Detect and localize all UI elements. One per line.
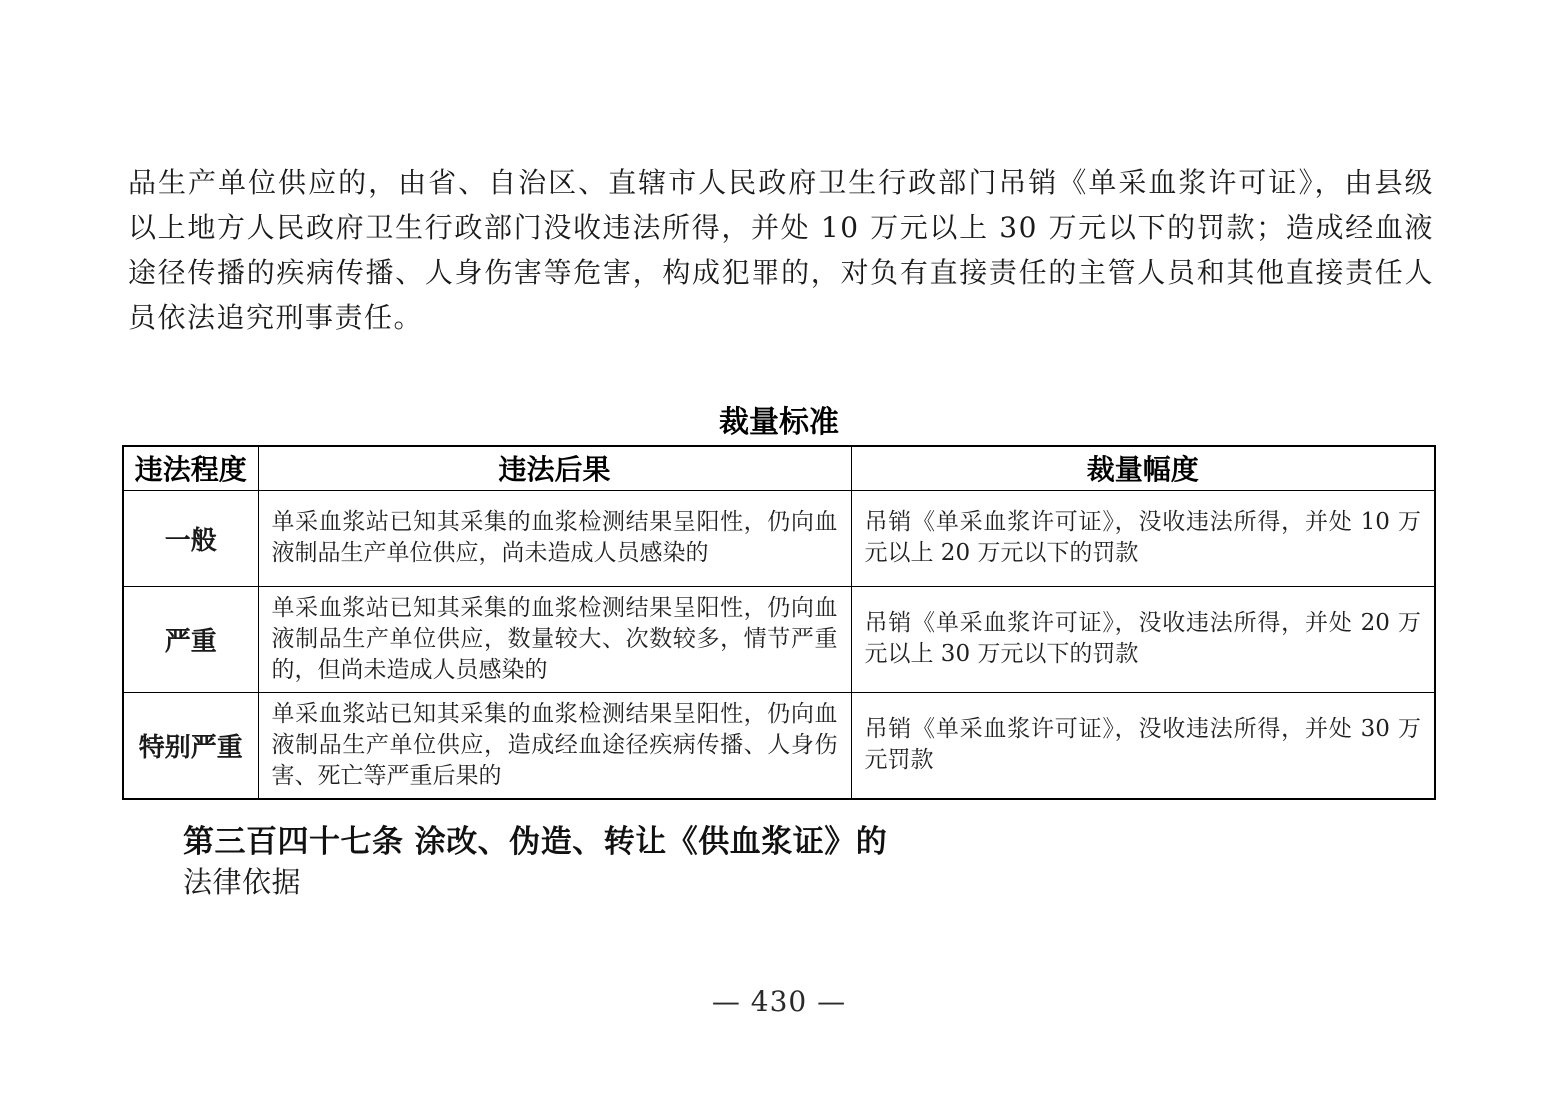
cell-consequence: 单采血浆站已知其采集的血浆检测结果呈阳性，仍向血液制品生产单位供应，尚未造成人员感染的 (258, 490, 851, 586)
table-row (123, 586, 1435, 692)
cell-consequence: 单采血浆站已知其采集的血浆检测结果呈阳性，仍向血液制品生产单位供应，造成经血途径疾病传播、人身伤害、死亡等严重后果的 (258, 692, 851, 799)
column-header-degree: 违法程度 (123, 446, 258, 490)
column-header-range: 裁量幅度 (851, 446, 1435, 490)
table-header-row (123, 446, 1435, 490)
cell-range: 吊销《单采血浆许可证》，没收违法所得，并处 20 万元以上 30 万元以下的罚款 (851, 586, 1435, 692)
cell-degree: 一般 (123, 490, 258, 586)
cell-degree: 严重 (123, 586, 258, 692)
cell-range: 吊销《单采血浆许可证》，没收违法所得，并处 30 万元罚款 (851, 692, 1435, 799)
discretion-table (122, 445, 1436, 800)
page-number: — 430 — (711, 985, 847, 1018)
column-header-consequence: 违法后果 (258, 446, 851, 490)
section-heading: 第三百四十七条 涂改、伪造、转让《供血浆证》的 (183, 824, 888, 860)
cell-range: 吊销《单采血浆许可证》，没收违法所得，并处 10 万元以上 20 万元以下的罚款 (851, 490, 1435, 586)
section-subheading: 法律依据 (183, 865, 302, 899)
cell-consequence: 单采血浆站已知其采集的血浆检测结果呈阳性，仍向血液制品生产单位供应，数量较大、次数较多，情节严重的，但尚未造成人员感染的 (258, 586, 851, 692)
table-title: 裁量标准 (719, 405, 839, 440)
body-paragraph: 品生产单位供应的，由省、自治区、直辖市人民政府卫生行政部门吊销《单采血浆许可证》，由县级以上地方人民政府卫生行政部门没收违法所得，并处 10 万元以上 30 万元以下的罚款；造成经血液途径传播的疾病传播、人身伤害等危害，构成犯罪的，对负有直接责任的主管人员和其他直接责任人员依法追究刑事责任。 (128, 166, 1434, 334)
table-row (123, 692, 1435, 799)
table-row (123, 490, 1435, 586)
cell-degree: 特别严重 (123, 692, 258, 799)
